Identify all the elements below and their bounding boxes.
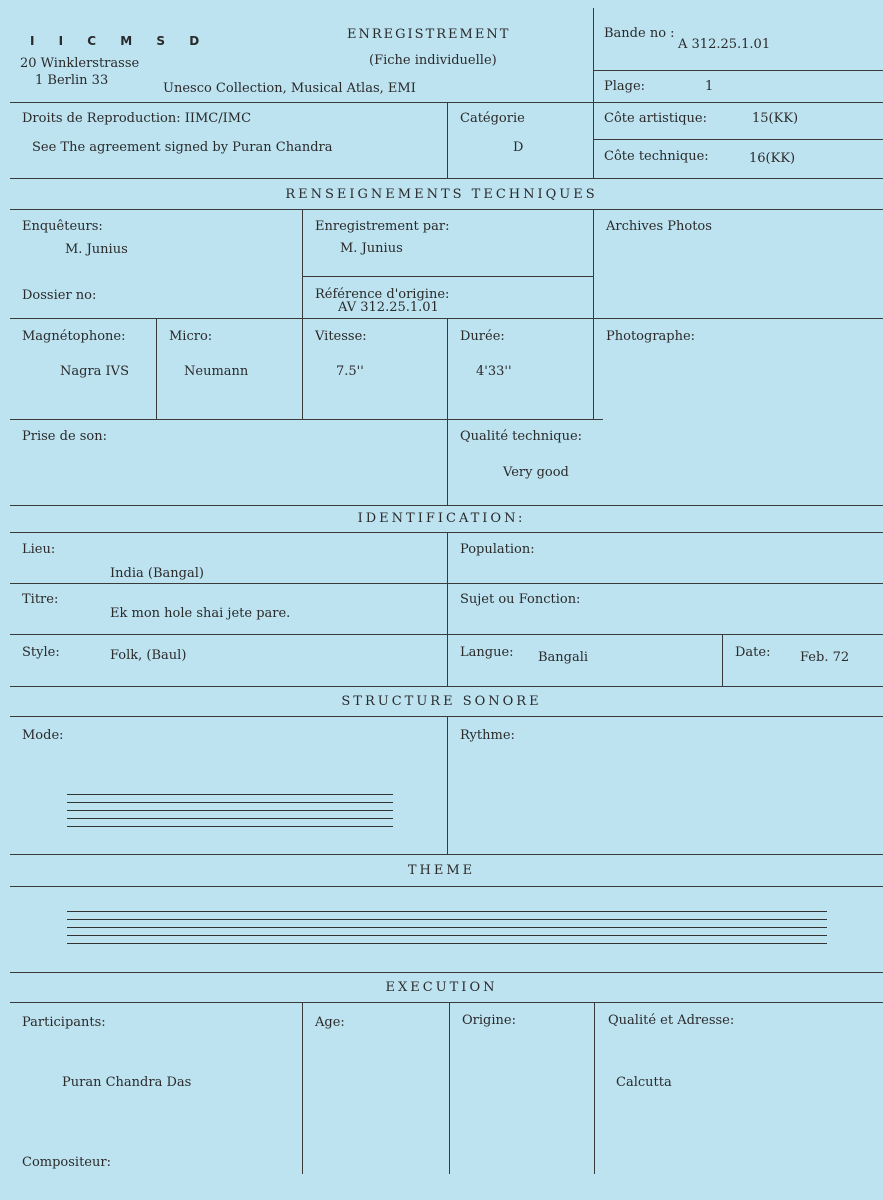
divider	[593, 70, 883, 71]
address-line-2: 1 Berlin 33	[35, 73, 109, 88]
divider	[302, 209, 303, 419]
divider	[156, 318, 157, 419]
divider	[447, 419, 448, 505]
plage-label: Plage:	[604, 79, 646, 94]
divider	[10, 886, 883, 887]
bande-value: A 312.25.1.01	[678, 37, 771, 52]
header-divider	[593, 8, 594, 102]
date-label: Date:	[735, 645, 771, 660]
divider	[10, 209, 883, 210]
compositeur-label: Compositeur:	[22, 1155, 111, 1170]
cote-artistique-label: Côte artistique:	[604, 111, 707, 126]
micro-value: Neumann	[184, 364, 249, 379]
vitesse-value: 7.5''	[336, 364, 364, 379]
divider	[302, 276, 593, 277]
divider	[593, 102, 594, 178]
section-title-technique: RENSEIGNEMENTS TECHNIQUES	[285, 187, 598, 202]
section-title-identification: IDENTIFICATION:	[357, 511, 526, 526]
age-label: Age:	[315, 1015, 345, 1030]
divider	[10, 583, 883, 584]
reference-value: AV 312.25.1.01	[338, 300, 439, 315]
divider	[10, 178, 883, 179]
section-title-execution: EXECUTION	[385, 980, 498, 995]
plage-value: 1	[705, 79, 714, 94]
lieu-label: Lieu:	[22, 542, 56, 557]
cote-technique-value: 16(KK)	[749, 151, 796, 166]
style-label: Style:	[22, 645, 60, 660]
divider	[10, 972, 883, 973]
divider	[593, 209, 594, 419]
form-subtitle: (Fiche individuelle)	[369, 53, 497, 68]
section-title-theme: THEME	[407, 863, 476, 878]
rights-label: Droits de Reproduction: IIMC/IMC	[22, 111, 252, 126]
population-label: Population:	[460, 542, 535, 557]
divider	[447, 318, 448, 419]
enregistrement-label: Enregistrement par:	[315, 219, 450, 234]
participants-label: Participants:	[22, 1015, 106, 1030]
cote-technique-label: Côte technique:	[604, 149, 709, 164]
divider	[447, 102, 448, 178]
address-line-1: 20 Winklerstrasse	[20, 56, 140, 71]
divider	[302, 1002, 303, 1174]
date-value: Feb. 72	[800, 650, 850, 665]
institute-logo: I I C M S D	[30, 34, 210, 48]
categorie-value: D	[513, 140, 524, 155]
divider	[10, 505, 883, 506]
sujet-label: Sujet ou Fonction:	[460, 592, 581, 607]
langue-value: Bangali	[538, 650, 589, 665]
magnetophone-value: Nagra IVS	[60, 364, 129, 379]
qualite-adresse-value: Calcutta	[616, 1075, 672, 1090]
qualite-adresse-label: Qualité et Adresse:	[608, 1013, 735, 1028]
qualite-technique-value: Very good	[503, 465, 569, 480]
origine-label: Origine:	[462, 1013, 516, 1028]
reference-label: Référence d'origine:	[315, 287, 450, 302]
rythme-label: Rythme:	[460, 728, 515, 743]
divider	[449, 1002, 450, 1174]
form-title: ENREGISTREMENT	[347, 27, 511, 42]
mode-label: Mode:	[22, 728, 64, 743]
duree-label: Durée:	[460, 329, 505, 344]
archives-label: Archives Photos	[606, 219, 712, 234]
titre-label: Titre:	[22, 592, 59, 607]
duree-value: 4'33''	[476, 364, 512, 379]
micro-label: Micro:	[169, 329, 213, 344]
divider	[447, 716, 448, 854]
vitesse-label: Vitesse:	[315, 329, 367, 344]
divider	[10, 686, 883, 687]
divider	[722, 634, 723, 686]
magnetophone-label: Magnétophone:	[22, 329, 126, 344]
enqueteurs-value: M. Junius	[65, 242, 128, 257]
categorie-label: Catégorie	[460, 111, 525, 126]
participants-value: Puran Chandra Das	[62, 1075, 192, 1090]
cote-artistique-value: 15(KK)	[752, 111, 799, 126]
divider	[10, 419, 603, 420]
collection-text: Unesco Collection, Musical Atlas, EMI	[163, 81, 416, 96]
section-title-structure: STRUCTURE SONORE	[341, 694, 542, 709]
divider	[10, 634, 883, 635]
rights-note: See The agreement signed by Puran Chandra	[32, 140, 333, 155]
style-value: Folk, (Baul)	[110, 648, 187, 663]
divider	[10, 1002, 883, 1003]
lieu-value: India (Bangal)	[110, 566, 204, 581]
dossier-label: Dossier no:	[22, 288, 97, 303]
divider	[593, 139, 883, 140]
enqueteurs-label: Enquêteurs:	[22, 219, 103, 234]
prise-de-son-label: Prise de son:	[22, 429, 108, 444]
bande-label: Bande no :	[604, 26, 675, 41]
photographe-label: Photographe:	[606, 329, 696, 344]
titre-value: Ek mon hole shai jete pare.	[110, 606, 291, 621]
langue-label: Langue:	[460, 645, 514, 660]
divider	[594, 1002, 595, 1174]
qualite-technique-label: Qualité technique:	[460, 429, 583, 444]
divider	[10, 854, 883, 855]
enregistrement-value: M. Junius	[340, 241, 403, 256]
divider	[447, 532, 448, 686]
